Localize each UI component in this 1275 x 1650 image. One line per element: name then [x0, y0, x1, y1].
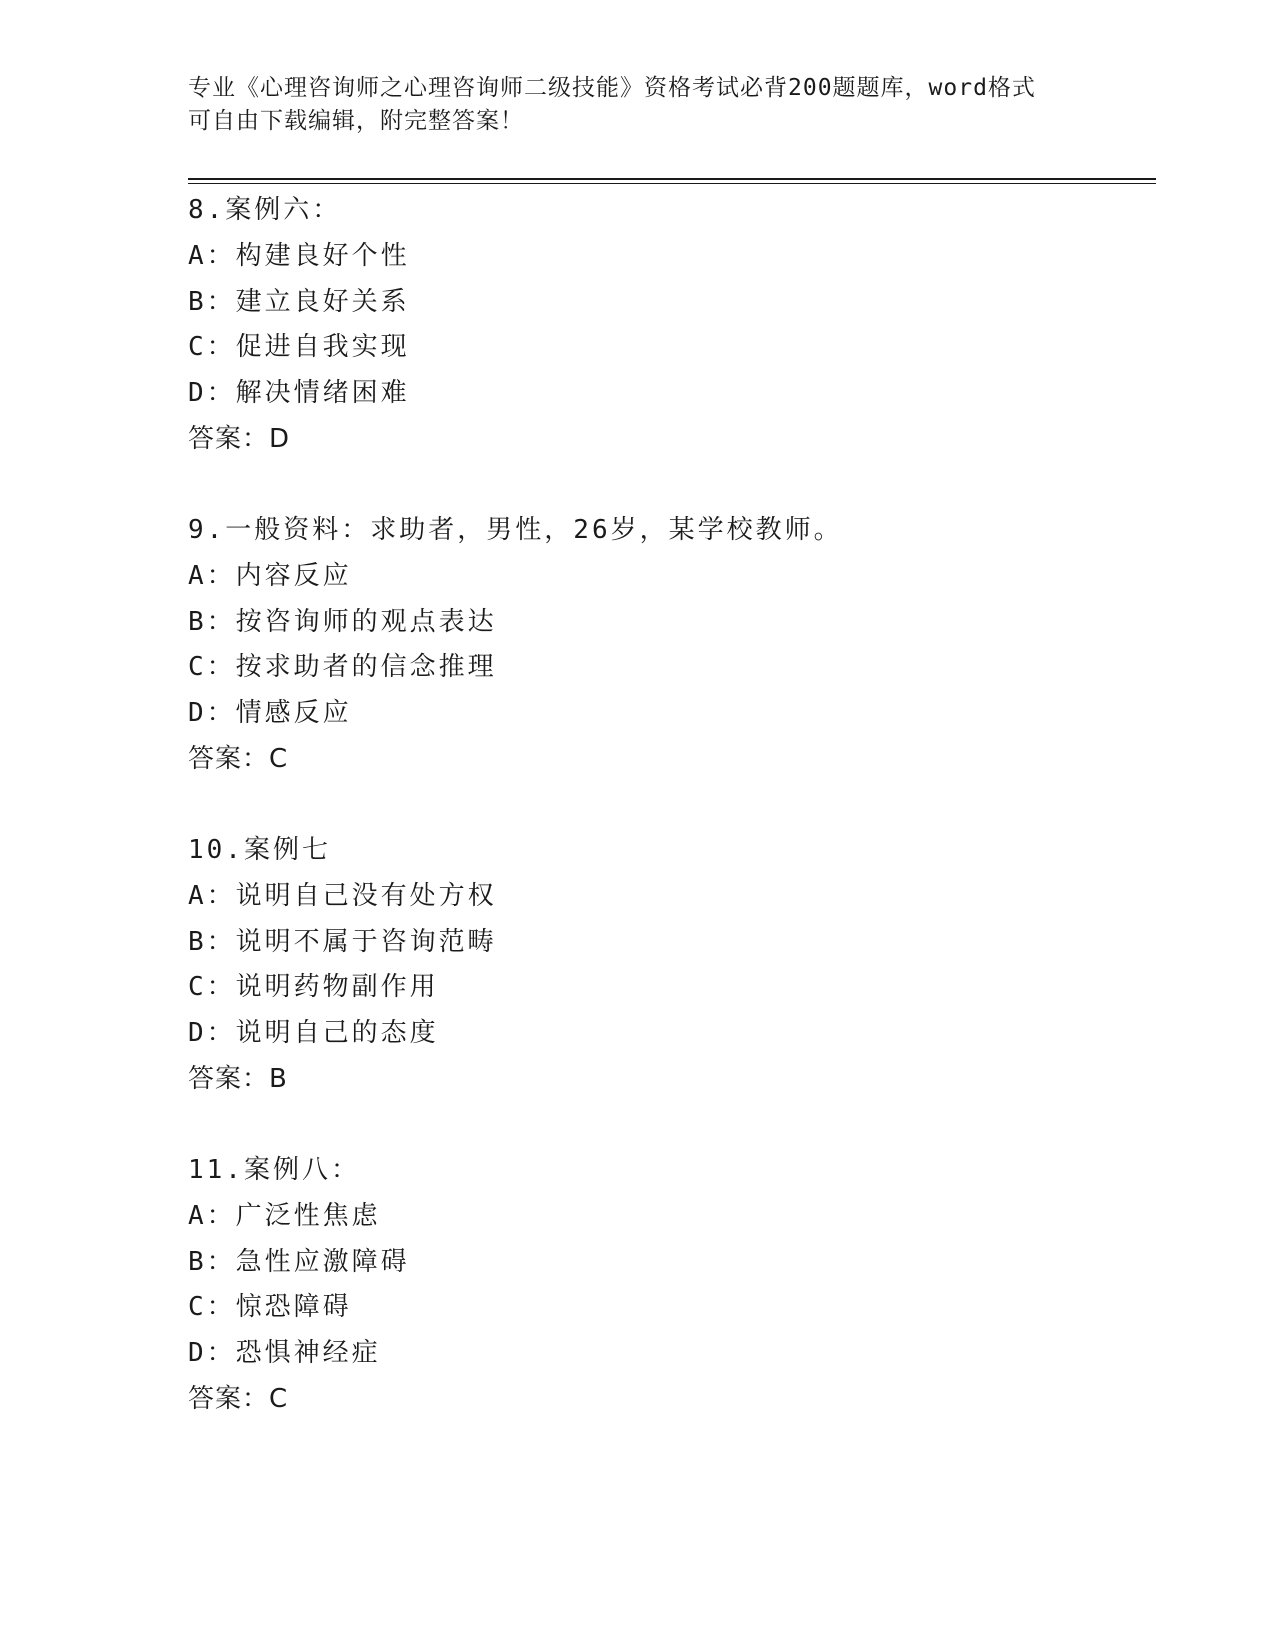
- option-b: B：说明不属于咨询范畴: [188, 926, 497, 957]
- document-header: [188, 72, 1088, 138]
- header-line-2: 可自由下载编辑，附完整答案！: [188, 108, 524, 134]
- header-divider-thick: [188, 178, 1156, 180]
- question-block: [188, 188, 410, 463]
- question-title: 8.案例六：: [188, 195, 342, 225]
- option-b: B：按咨询师的观点表达: [188, 606, 497, 637]
- option-b: B：建立良好关系: [188, 286, 410, 317]
- option-b: B：急性应激障碍: [188, 1246, 410, 1277]
- option-d: D：说明自己的态度: [188, 1018, 439, 1049]
- option-c: C：按求助者的信念推理: [188, 652, 497, 683]
- answer: 答案：C: [188, 1383, 289, 1414]
- option-c: C：促进自我实现: [188, 332, 410, 363]
- question-title: 10.案例七: [188, 835, 331, 865]
- option-a: A：内容反应: [188, 560, 352, 591]
- option-a: A：构建良好个性: [188, 240, 410, 271]
- question-block: [188, 508, 843, 783]
- answer: 答案：B: [188, 1063, 288, 1094]
- option-c: C：说明药物副作用: [188, 972, 439, 1003]
- option-d: D：情感反应: [188, 698, 352, 729]
- option-d: D：解决情绪困难: [188, 378, 410, 409]
- question-title: 11.案例八：: [188, 1155, 360, 1185]
- option-a: A：说明自己没有处方权: [188, 880, 497, 911]
- header-divider-thin: [188, 183, 1156, 184]
- header-line-1: 专业《心理咨询师之心理咨询师二级技能》资格考试必背200题题库，word格式: [188, 75, 1036, 101]
- answer: 答案：C: [188, 743, 289, 774]
- question-block: [188, 1148, 410, 1423]
- question-title: 9.一般资料：求助者，男性，26岁，某学校教师。: [188, 515, 843, 545]
- option-d: D：恐惧神经症: [188, 1338, 381, 1369]
- question-block: [188, 828, 497, 1103]
- option-c: C：惊恐障碍: [188, 1292, 352, 1323]
- answer: 答案：D: [188, 423, 291, 454]
- option-a: A：广泛性焦虑: [188, 1200, 381, 1231]
